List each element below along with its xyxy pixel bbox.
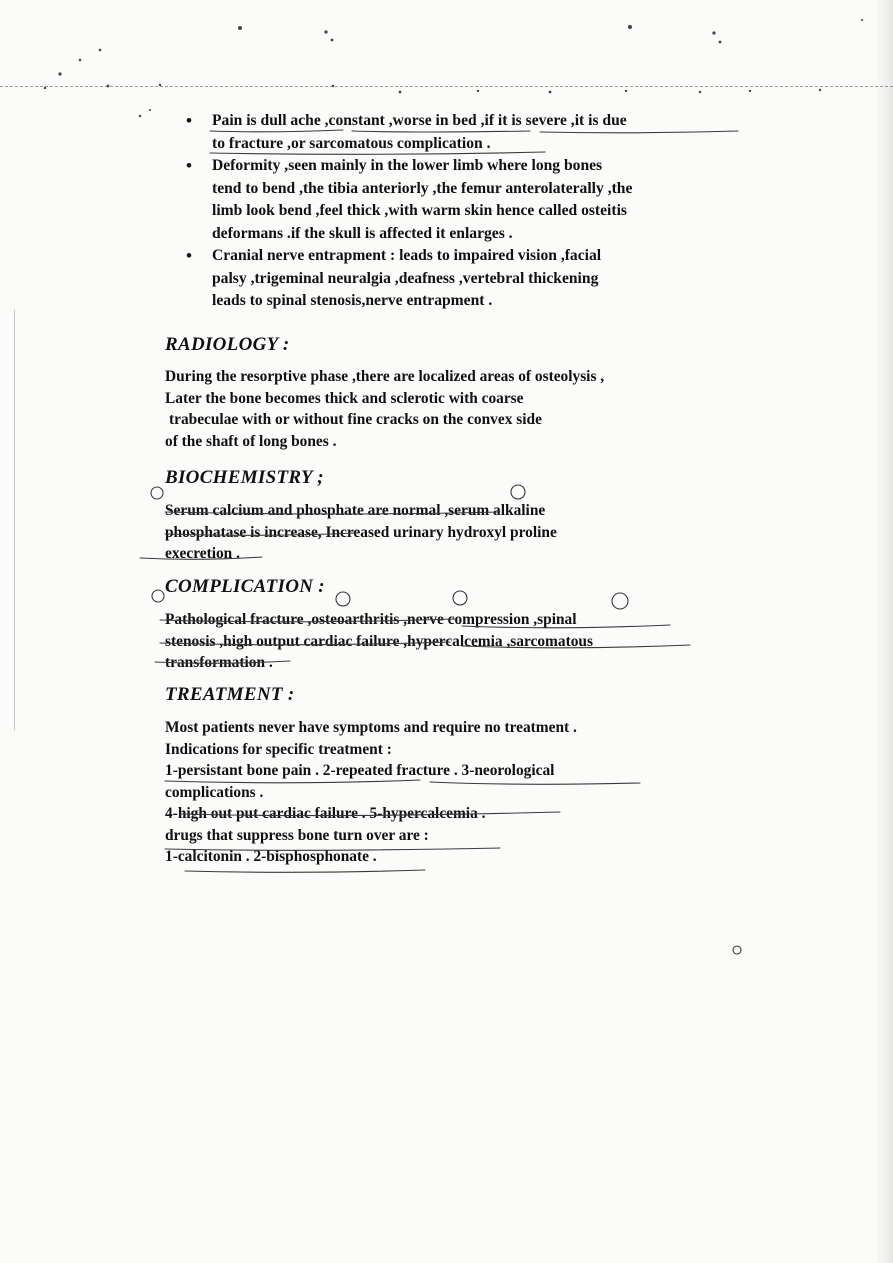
circled-number-mark xyxy=(151,487,163,499)
text-line: transformation . xyxy=(165,654,273,671)
bullet-line: Cranial nerve entrapment : leads to impaired vision ,facial xyxy=(212,247,602,264)
underline-mark xyxy=(185,870,425,872)
text-line: 1-calcitonin . 2-bisphosphonate . xyxy=(165,848,377,865)
bullet-cranial-nerve xyxy=(186,245,746,313)
complication-text xyxy=(165,609,725,674)
text-line: phosphatase is increase, Increased urinary hydroxyl proline xyxy=(165,523,557,541)
bullet-line: limb look bend ,feel thick ,with warm skin hence called osteitis xyxy=(212,202,627,219)
radiology-heading: RADIOLOGY : xyxy=(165,334,290,355)
bullet-line: Pain is dull ache ,constant ,worse in bed ,if it is severe ,it is due xyxy=(212,112,627,129)
text-line: 1-persistant bone pain . 2-repeated fracture . 3-neorological xyxy=(165,762,555,779)
complication-heading: COMPLICATION : xyxy=(165,576,325,597)
scan-margin-mark xyxy=(14,310,15,730)
treatment-heading: TREATMENT : xyxy=(165,684,295,705)
treatment-text xyxy=(165,717,725,868)
pencil-smudge-mark xyxy=(733,946,741,954)
bullet-marker: • xyxy=(186,246,192,265)
text-line: Pathological fracture ,osteoarthritis ,nerve compression ,spinal xyxy=(165,611,577,628)
text-line: Most patients never have symptoms and require no treatment . xyxy=(165,719,577,736)
circled-number-mark xyxy=(152,590,164,602)
bullet-line: tend to bend ,the tibia anteriorly ,the femur anterolaterally ,the xyxy=(212,179,633,197)
text-line: During the resorptive phase ,there are localized areas of osteolysis , xyxy=(165,368,605,385)
bullet-deformity xyxy=(186,155,746,245)
circled-number-mark xyxy=(453,591,467,605)
circled-number-mark xyxy=(612,593,628,609)
bullet-line: to fracture ,or sarcomatous complication . xyxy=(212,134,491,152)
text-line: drugs that suppress bone turn over are : xyxy=(165,826,429,844)
text-line: 4-high out put cardiac failure . 5-hypercalcemia . xyxy=(165,805,486,822)
text-line: Later the bone becomes thick and sclerotic with coarse xyxy=(165,389,524,407)
scan-noise-dots xyxy=(0,0,893,120)
scan-edge-shadow xyxy=(875,0,893,1263)
biochemistry-heading: BIOCHEMISTRY ; xyxy=(165,467,324,488)
bullet-marker: • xyxy=(186,111,192,130)
biochemistry-text xyxy=(165,500,725,565)
text-line: trabeculae with or without fine cracks on the convex side xyxy=(169,411,542,428)
text-line: execretion . xyxy=(165,545,240,562)
bullet-line: deformans .if the skull is affected it enlarges . xyxy=(212,224,513,242)
circled-number-mark xyxy=(511,485,525,499)
symptom-bullet-list xyxy=(186,110,746,313)
circled-number-mark xyxy=(336,592,350,606)
bullet-line: leads to spinal stenosis,nerve entrapment . xyxy=(212,292,493,309)
bullet-marker: • xyxy=(186,156,192,175)
text-line: Indications for specific treatment : xyxy=(165,740,392,758)
text-line: complications . xyxy=(165,783,264,801)
text-line: Serum calcium and phosphate are normal ,serum alkaline xyxy=(165,502,546,519)
text-line: stenosis ,high output cardiac failure ,hypercalcemia ,sarcomatous xyxy=(165,632,593,650)
bullet-line: palsy ,trigeminal neuralgia ,deafness ,vertebral thickening xyxy=(212,269,599,287)
radiology-text xyxy=(165,366,725,452)
text-line: of the shaft of long bones . xyxy=(165,432,337,450)
bullet-line: Deformity ,seen mainly in the lower limb where long bones xyxy=(212,157,603,174)
bullet-pain xyxy=(186,110,746,155)
